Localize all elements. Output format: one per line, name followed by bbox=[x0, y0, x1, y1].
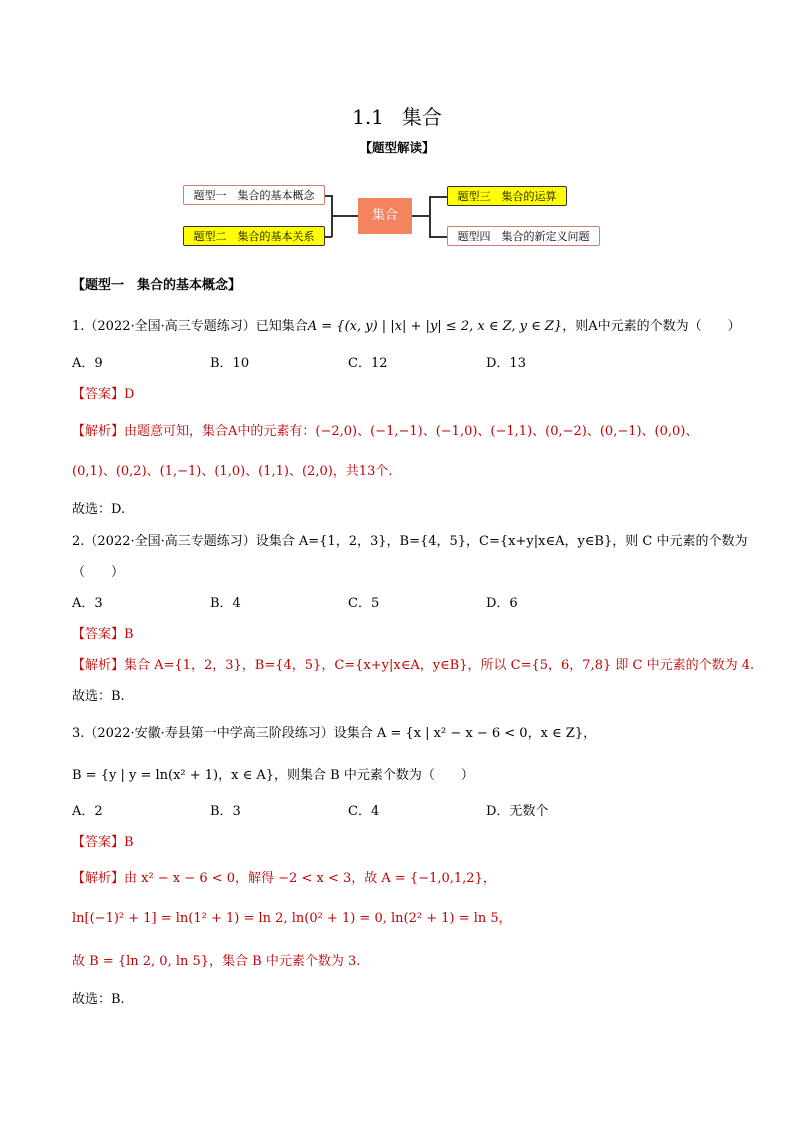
option-a: A．3 bbox=[72, 596, 103, 611]
analysis-line: 【解析】集合 A={1，2，3}，B={4，5}，C={x+y|x∈A，y∈B}，所以 C={5，6，7,8} 即 C 中元素的个数为 4. bbox=[72, 658, 755, 673]
connector bbox=[429, 196, 447, 198]
question-2-stem: 2.（2022·全国·高三专题练习）设集合 A={1，2，3}，B={4，5}，C={x+y|x∈A，y∈B}，则 C 中元素的个数为 bbox=[72, 534, 748, 549]
option-d: D．无数个 bbox=[486, 804, 549, 819]
section-heading: 【题型一 集合的基本概念】 bbox=[72, 278, 242, 293]
connector bbox=[331, 215, 358, 217]
option-a: A．9 bbox=[72, 356, 103, 371]
page-title: 1.1 集合 bbox=[352, 105, 442, 129]
question-2-stem-cont: （ ） bbox=[72, 565, 125, 580]
connector bbox=[412, 215, 430, 217]
connector bbox=[429, 196, 431, 237]
question-1-stem: 1.（2022·全国·高三专题练习）已知集合A = {(x, y) | |x| + |y| ≤ 2, x ∈ Z, y ∈ Z}，则A中元素的个数为（ ） bbox=[72, 319, 741, 334]
mindmap-node-type2: 题型二 集合的基本关系 bbox=[183, 226, 325, 246]
conclusion: 故选：B. bbox=[72, 689, 125, 704]
analysis-continuation: ln[(−1)² + 1] = ln(1² + 1) = ln 2, ln(0² + 1) = 0, ln(2² + 1) = ln 5， bbox=[72, 911, 512, 926]
answer-line: 【答案】B bbox=[72, 835, 134, 850]
option-c: C．5 bbox=[348, 596, 380, 611]
conclusion: 故选：D. bbox=[72, 502, 126, 517]
page-subtitle: 【题型解读】 bbox=[359, 140, 435, 155]
option-b: B．4 bbox=[210, 596, 241, 611]
question-3-stem: 3.（2022·安徽·寿县第一中学高三阶段练习）设集合 A = {x | x² − x − 6 < 0，x ∈ Z}， bbox=[72, 726, 597, 741]
option-d: D．6 bbox=[486, 596, 518, 611]
analysis-line: 【解析】由 x² − x − 6 < 0，解得 −2 < x < 3，故 A = {−1,0,1,2}， bbox=[72, 871, 496, 886]
analysis-continuation: 故 B = {ln 2, 0, ln 5}，集合 B 中元素个数为 3. bbox=[72, 954, 361, 969]
mindmap-node-type1: 题型一 集合的基本概念 bbox=[183, 185, 325, 205]
option-d: D．13 bbox=[486, 356, 526, 371]
option-c: C．4 bbox=[348, 804, 380, 819]
option-b: B．3 bbox=[210, 804, 241, 819]
analysis-line: 【解析】由题意可知，集合A中的元素有：(−2,0)、(−1,−1)、(−1,0)、(−1,1)、(0,−2)、(0,−1)、(0,0)、 bbox=[72, 424, 699, 439]
conclusion: 故选：B. bbox=[72, 992, 125, 1007]
option-b: B．10 bbox=[210, 356, 250, 371]
mindmap-node-type4: 题型四 集合的新定义问题 bbox=[447, 226, 600, 246]
connector bbox=[429, 236, 447, 238]
mindmap-center: 集合 bbox=[358, 198, 412, 234]
option-a: A．2 bbox=[72, 804, 103, 819]
option-c: C．12 bbox=[348, 356, 388, 371]
answer-line: 【答案】D bbox=[72, 387, 135, 402]
answer-line: 【答案】B bbox=[72, 627, 134, 642]
question-3-stem-cont: B = {y | y = ln(x² + 1)，x ∈ A}，则集合 B 中元素个数为（ ） bbox=[72, 768, 474, 783]
mindmap-node-type3: 题型三 集合的运算 bbox=[447, 186, 567, 206]
analysis-continuation: (0,1)、(0,2)、(1,−1)、(1,0)、(1,1)、(2,0)，共13个. bbox=[72, 464, 393, 479]
